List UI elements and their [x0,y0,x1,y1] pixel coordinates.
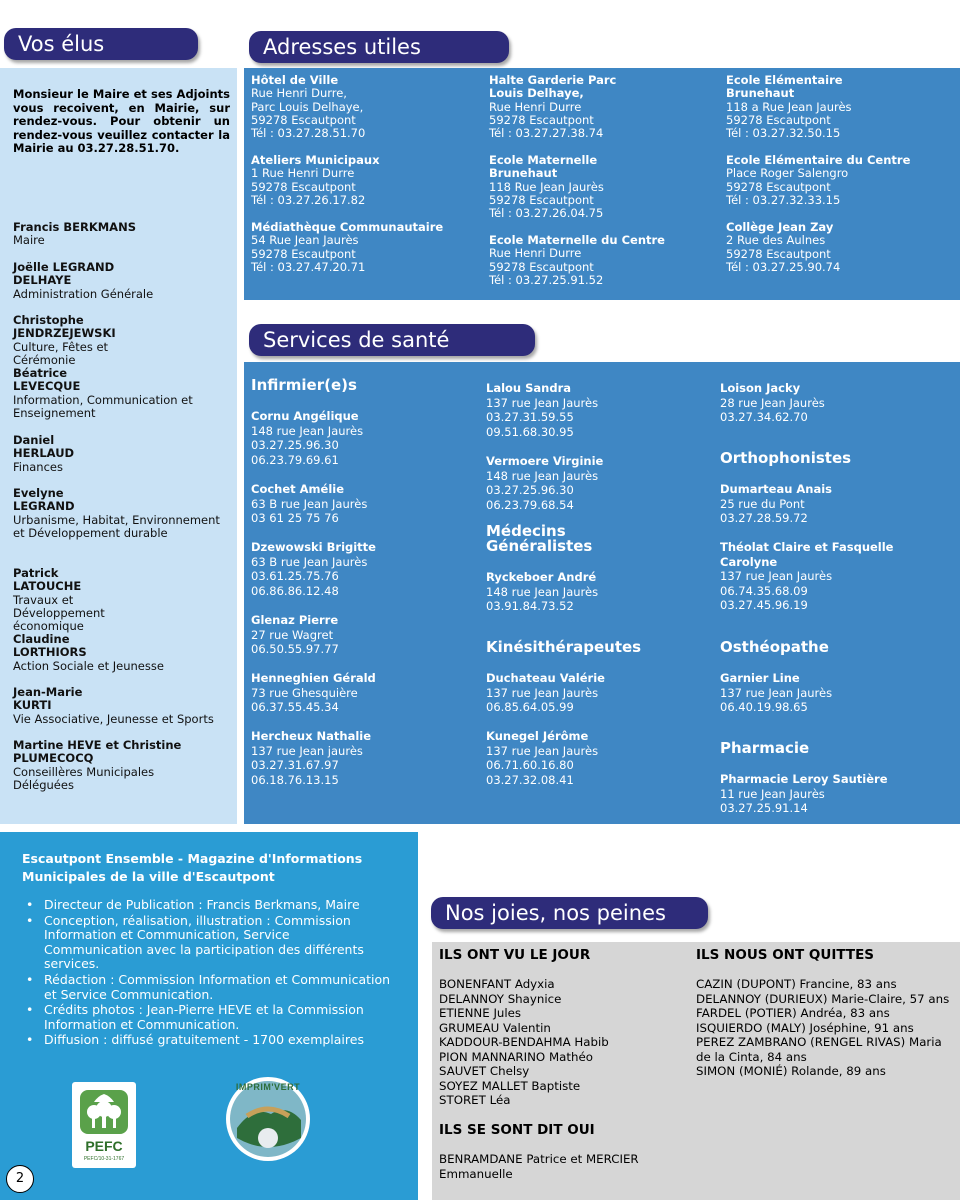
sante-line: 11 rue Jean Jaurès [720,786,825,801]
sante-line: 09.51.68.30.95 [486,424,574,439]
credits-item: • Directeur de Publication : Francis Berkmans, Maire [22,898,392,913]
elu-item [13,567,233,633]
sante-line: 06.40.19.98.65 [720,700,808,715]
elus-intro: Monsieur le Maire et ses Adjoints vous recoivent, en Mairie, sur rendez-vous. Pour obtenir un rendez-vous veuillez contacter la Mairie au 03.27.28.51.70. [13,87,230,156]
adresse-line: 59278 Escautpont [251,179,356,194]
adresse-line: Tél : 03.27.32.33.15 [726,192,841,207]
sante-name: Garnier Line [720,671,800,685]
sante-line: 06.37.55.45.34 [251,700,339,715]
elu-role: Administration Générale [13,286,154,301]
elu-name: Daniel HERLAUD [13,433,75,461]
deces-item: SIMON (MONIÉ) Rolande, 89 ans [696,1064,886,1078]
sante-item [720,671,940,715]
sante-line: 137 rue Jean jaurès [251,743,363,758]
adresse-line: 59278 Escautpont [726,246,831,261]
adresse-name: Collège Jean Zay [726,220,834,234]
sante-line: 03.27.34.62.70 [720,410,808,425]
adresse-line: 54 Rue Jean Jaurès [251,233,359,248]
sante-name: Dumarteau Anais [720,482,833,496]
header-adresses-utiles: Adresses utiles [249,31,509,63]
adresse-line: Rue Henri Durre [489,246,582,261]
sante-item [486,570,706,614]
sante-name: Glenaz Pierre [251,613,339,627]
sante-line: 06.50.55.97.77 [251,642,339,657]
sante-line: 03.61.25.75.76 [251,569,339,584]
naissance-item: SOYEZ MALLET Baptiste [439,1078,581,1093]
elu-role: Maire [13,233,45,248]
sante-item [720,381,940,425]
elu-item [13,434,233,474]
sante-line: 06.86.86.12.48 [251,583,339,598]
credits-item: • Rédaction : Commission Information et Communication et Service Communication. [22,973,392,1002]
sante-item [720,540,945,613]
adresse-line: Tél : 03.27.25.91.52 [489,272,604,287]
mariages-list [439,1152,639,1181]
elu-role: Action Sociale et Jeunesse [13,658,164,673]
sante-line: 148 rue Jean Jaurès [486,584,599,599]
joies-box [432,942,960,1200]
adresse-name: Hôtel de Ville [251,73,339,87]
adresse-line: 1 Rue Henri Durre [251,166,355,181]
sante-name: Lalou Sandra [486,381,572,395]
adresse-name: Médiathèque Communautaire [251,220,444,234]
deces-list [696,977,949,1079]
pefc-code: PEFC/10-31-1767 [83,1156,125,1162]
elu-item [13,221,233,248]
adresse-line: Tél : 03.27.47.20.71 [251,259,366,274]
sante-line: 06.71.60.16.80 [486,758,574,773]
page-number: 2 [6,1165,34,1193]
elu-role: Vie Associative, Jeunesse et Sports [13,711,214,726]
adresse-item [489,154,619,220]
naissance-item: SAUVET Chelsy [439,1064,530,1078]
adresse-line: Tél : 03.27.26.17.82 [251,192,366,207]
mariage-item: Emmanuelle [439,1166,513,1181]
sante-line: 137 rue Jean Jaurès [486,685,599,700]
sante-item [251,482,471,526]
sante-item [486,671,706,715]
sante-line: 06.23.79.68.54 [486,497,574,512]
adresse-line: 59278 Escautpont [489,259,594,274]
sante-line: 137 rue Jean Jaurès [486,395,599,410]
sante-line: 06.74.35.68.09 [720,583,808,598]
elu-item [13,686,233,726]
adresse-item [726,154,956,207]
naissance-item: PION MANNARINO Mathéo [439,1049,593,1064]
elu-role: Travaux et Développement économique [13,592,105,634]
sante-item [251,613,471,657]
sante-line: 63 B rue Jean Jaurès [251,554,368,569]
adresse-line: Tél : 03.27.26.04.75 [489,206,604,221]
elu-name: Christophe JENDRZEJEWSKI [13,313,116,341]
adresse-line: Place Roger Salengro [726,166,849,181]
sante-item [486,729,706,787]
adresse-line: 59278 Escautpont [489,112,594,127]
naissances-list [439,977,609,1108]
naissance-item: ETIENNE Jules [439,1006,522,1020]
adresse-item [489,74,649,140]
sante-item [251,409,471,467]
naissance-item: KADDOUR-BENDAHMA Habib [439,1035,609,1049]
elu-name: Jean-Marie KURTI [13,685,83,713]
credits-item: • Crédits photos : Jean-Pierre HEVE et la Commission Information et Communication. [22,1003,392,1032]
naissance-item: DELANNOY Shaynice [439,991,562,1006]
credits-box [0,832,418,1200]
elu-name: Béatrice LEVECQUE [13,366,81,394]
sante-name: Hercheux Nathalie [251,729,372,743]
elu-role: Conseillères Municipales Déléguées [13,764,155,792]
sante-name: Ryckeboer André [486,570,597,584]
adresse-line: 118 Rue Jean Jaurès [489,179,604,194]
adresse-line: Rue Henri Durre [489,99,582,114]
infirmiers-heading: Infirmier(e)s [251,376,357,394]
osteo-heading: Osthéopathe [720,638,829,656]
adresse-name: Ecole Elémentaire Brunehaut [726,73,843,101]
sante-line: 03.27.28.59.72 [720,511,808,526]
sante-name: Henneghien Gérald [251,671,376,685]
sante-name: Duchateau Valérie [486,671,605,685]
sante-item [486,381,706,439]
header-joies-peines: Nos joies, nos peines [431,897,708,929]
sante-line: 137 rue Jean Jaurès [720,569,833,584]
adresse-item [251,154,471,207]
adresse-item [489,234,719,287]
ortho-heading: Orthophonistes [720,449,852,467]
mariage-item: BENRAMDANE Patrice et MERCIER [439,1152,639,1166]
adresse-line: Tél : 03.27.28.51.70 [251,126,366,141]
adresse-line: 59278 Escautpont [489,192,594,207]
sante-line: 03.27.31.59.55 [486,410,574,425]
medecins-heading: Médecins Généralistes [486,522,593,555]
elu-name: Joëlle LEGRAND DELHAYE [13,260,115,288]
elu-role: Finances [13,459,63,474]
deces-item: de la Cinta, 84 ans [696,1049,807,1064]
sante-line: 148 rue Jean Jaurès [486,468,599,483]
adresse-line: 2 Rue des Aulnes [726,233,826,248]
kine-heading: Kinésithérapeutes [486,638,642,656]
elu-name: Patrick LATOUCHE [13,566,82,594]
credits-item: • Conception, réalisation, illustration : Commission Information et Communication, Service Communication avec la participation des différents services. [22,914,392,972]
sante-line: 27 rue Wagret [251,627,334,642]
sante-line: 137 rue Jean Jaurès [486,743,599,758]
sante-item [251,729,471,787]
sante-line: 03.27.45.96.19 [720,598,808,613]
elu-role: Urbanisme, Habitat, Environnement et Développement durable [13,512,220,540]
pharma-heading: Pharmacie [720,739,810,757]
deces-item: ISQUIERDO (MALY) Joséphine, 91 ans [696,1020,914,1035]
sante-line: 63 B rue Jean Jaurès [251,496,368,511]
sante-line: 28 rue Jean Jaurès [720,395,825,410]
sante-name: Vermoere Virginie [486,454,604,468]
sante-line: 06.23.79.69.61 [251,452,339,467]
deces-item: CAZIN (DUPONT) Francine, 83 ans [696,977,897,991]
sante-line: 03.27.32.08.41 [486,772,574,787]
sante-item [720,482,940,526]
sante-name: Théolat Claire et Fasquelle Carolyne [720,540,894,569]
deces-item: FARDEL (POTIER) Andréa, 83 ans [696,1006,890,1020]
naissance-item: STORET Léa [439,1093,511,1107]
mariages-heading: ILS SE SONT DIT OUI [439,1122,595,1138]
adresse-line: Tél : 03.27.32.50.15 [726,126,841,141]
adresse-line: Tél : 03.27.25.90.74 [726,259,841,274]
adresse-item [726,74,866,140]
sante-item [486,454,706,512]
adresse-name: Ateliers Municipaux [251,153,380,167]
deces-heading: ILS NOUS ONT QUITTES [696,947,875,963]
elu-name: Francis BERKMANS [13,220,136,234]
sante-name: Loison Jacky [720,381,801,395]
naissance-item: BONENFANT Adyxia [439,977,555,991]
sante-item [251,671,471,715]
adresse-item [251,221,481,274]
elu-name: Martine HEVE et Christine PLUMECOCQ [13,738,182,766]
adresse-line: 59278 Escautpont [726,112,831,127]
imprimvert-logo [225,1076,311,1162]
credits-list [22,898,392,1049]
adresse-line: 118 a Rue Jean Jaurès [726,99,852,114]
elu-name: Evelyne LEGRAND [13,486,75,514]
sante-line: 03.27.25.96.30 [486,483,574,498]
elu-role: Culture, Fêtes et Cérémonie [13,339,109,367]
pefc-text: PEFC [85,1138,123,1154]
sante-item [251,540,471,598]
deces-item: PEREZ ZAMBRANO (RENGEL RIVAS) Maria [696,1035,942,1049]
adresse-line: Rue Henri Durre, [251,86,347,101]
header-services-sante: Services de santé [249,324,535,356]
sante-name: Cornu Angélique [251,409,359,423]
elu-role: Information, Communication et Enseignement [13,392,193,420]
sante-name: Dzewowski Brigitte [251,540,376,554]
adresse-name: Ecole Elémentaire du Centre [726,153,911,167]
header-vos-elus: Vos élus [4,28,198,60]
sante-name: Kunegel Jérôme [486,729,589,743]
adresse-line: 59278 Escautpont [251,246,356,261]
sante-line: 03.27.25.91.14 [720,801,808,816]
credits-title: Escautpont Ensemble - Magazine d'Informations Municipales de la ville d'Escautpont [22,851,363,884]
sante-name: Pharmacie Leroy Sautière [720,772,888,786]
sante-item [720,772,950,816]
elu-item [13,314,163,367]
elu-item [13,487,233,540]
pefc-logo [72,1082,136,1168]
adresse-line: 59278 Escautpont [726,179,831,194]
sante-line: 06.18.76.13.15 [251,772,339,787]
sante-line: 03.27.25.96.30 [251,438,339,453]
sante-line: 25 rue du Pont [720,496,805,511]
credits-item: • Diffusion : diffusé gratuitement - 1700 exemplaires [22,1033,392,1048]
elu-item [13,261,163,301]
elu-item [13,633,233,673]
sante-line: 73 rue Ghesquière [251,685,358,700]
elu-item [13,739,203,792]
imprimvert-text: IMPRIM'VERT [235,1082,301,1092]
deces-item: DELANNOY (DURIEUX) Marie-Claire, 57 ans [696,991,950,1006]
sante-line: 03.27.31.67.97 [251,758,339,773]
sante-line: 137 rue Jean Jaurès [720,685,833,700]
sante-line: 03 61 25 75 76 [251,511,339,526]
naissance-item: GRUMEAU Valentin [439,1020,551,1035]
elu-name: Claudine LORTHIORS [13,632,87,660]
sante-line: 148 rue Jean Jaurès [251,423,364,438]
adresse-item [251,74,451,140]
adresse-line: Parc Louis Delhaye, [251,99,364,114]
sante-name: Cochet Amélie [251,482,345,496]
adresse-line: Tél : 03.27.27.38.74 [489,126,604,141]
adresse-item [726,221,956,274]
adresse-name: Ecole Maternelle du Centre [489,233,665,247]
elu-item [13,367,233,420]
adresse-name: Ecole Maternelle Brunehaut [489,153,598,181]
naissances-heading: ILS ONT VU LE JOUR [439,947,591,963]
adresse-name: Halte Garderie Parc Louis Delhaye, [489,73,617,101]
sante-line: 06.85.64.05.99 [486,700,574,715]
sante-line: 03.91.84.73.52 [486,599,574,614]
adresse-line: 59278 Escautpont [251,112,356,127]
